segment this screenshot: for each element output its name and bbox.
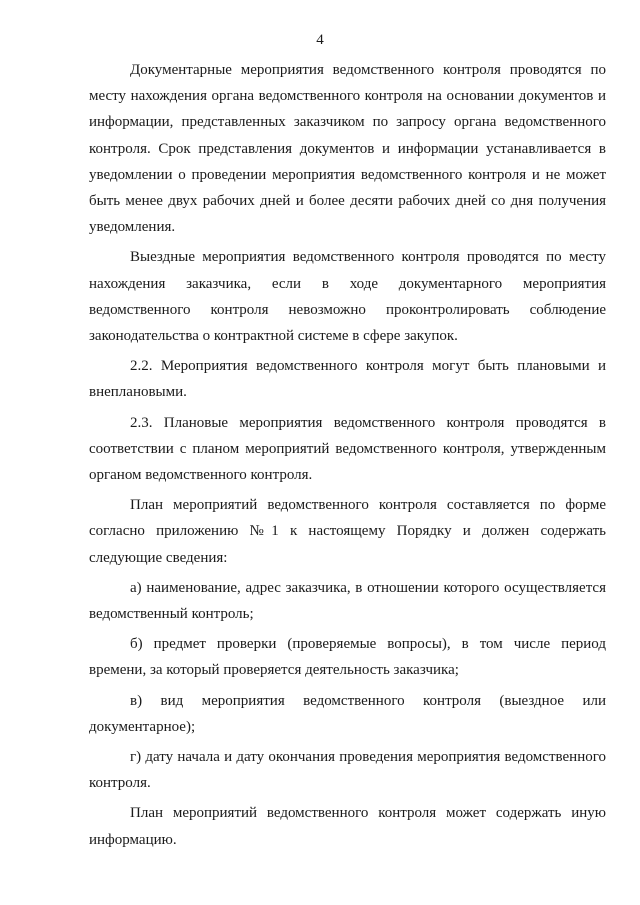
- paragraph-2-3: 2.3. Плановые мероприятия ведомственного контроля проводятся в соответствии с планом мероприятий ведомственного контроля, утвержденным органом ведомственного контроля.: [89, 414, 606, 484]
- list-item-b: б) предмет проверки (проверяемые вопросы), в том числе период времени, за который проверяется деятельность заказчика;: [89, 636, 606, 679]
- list-item-g: г) дату начала и дату окончания проведения мероприятия ведомственного контроля.: [89, 749, 606, 792]
- document-body: [89, 57, 606, 853]
- paragraph-documentary-inspections: Документарные мероприятия ведомственного контроля проводятся по месту нахождения органа ведомственного контроля на основании документов и информации, представленных заказчиком по запросу органа ведомственного контроля. Срок представления документов и информации устанавливается в уведомлении о проведении мероприятия ведомственного контроля и не может быть менее двух рабочих дней и более десяти рабочих дней со дня получения уведомления.: [89, 62, 606, 236]
- paragraph-onsite-inspections: Выездные мероприятия ведомственного контроля проводятся по месту нахождения заказчика, если в ходе документарного мероприятия ведомственного контроля невозможно проконтролировать соблюдение законодательства о контрактной системе в сфере закупок.: [89, 249, 606, 345]
- list-item-a: а) наименование, адрес заказчика, в отношении которого осуществляется ведомственный контроль;: [89, 579, 606, 623]
- list-item-v: в) вид мероприятия ведомственного контроля (выездное или документарное);: [89, 692, 606, 735]
- paragraph-plan-other-info: План мероприятий ведомственного контроля может содержать иную информацию.: [89, 805, 606, 848]
- paragraph-2-2: 2.2. Мероприятия ведомственного контроля могут быть плановыми и внеплановыми.: [89, 358, 606, 401]
- page-number: 4: [316, 32, 324, 48]
- paragraph-plan-contents: План мероприятий ведомственного контроля составляется по форме согласно приложению №1 к настоящему Порядку и должен содержать следующие сведения:: [89, 497, 606, 566]
